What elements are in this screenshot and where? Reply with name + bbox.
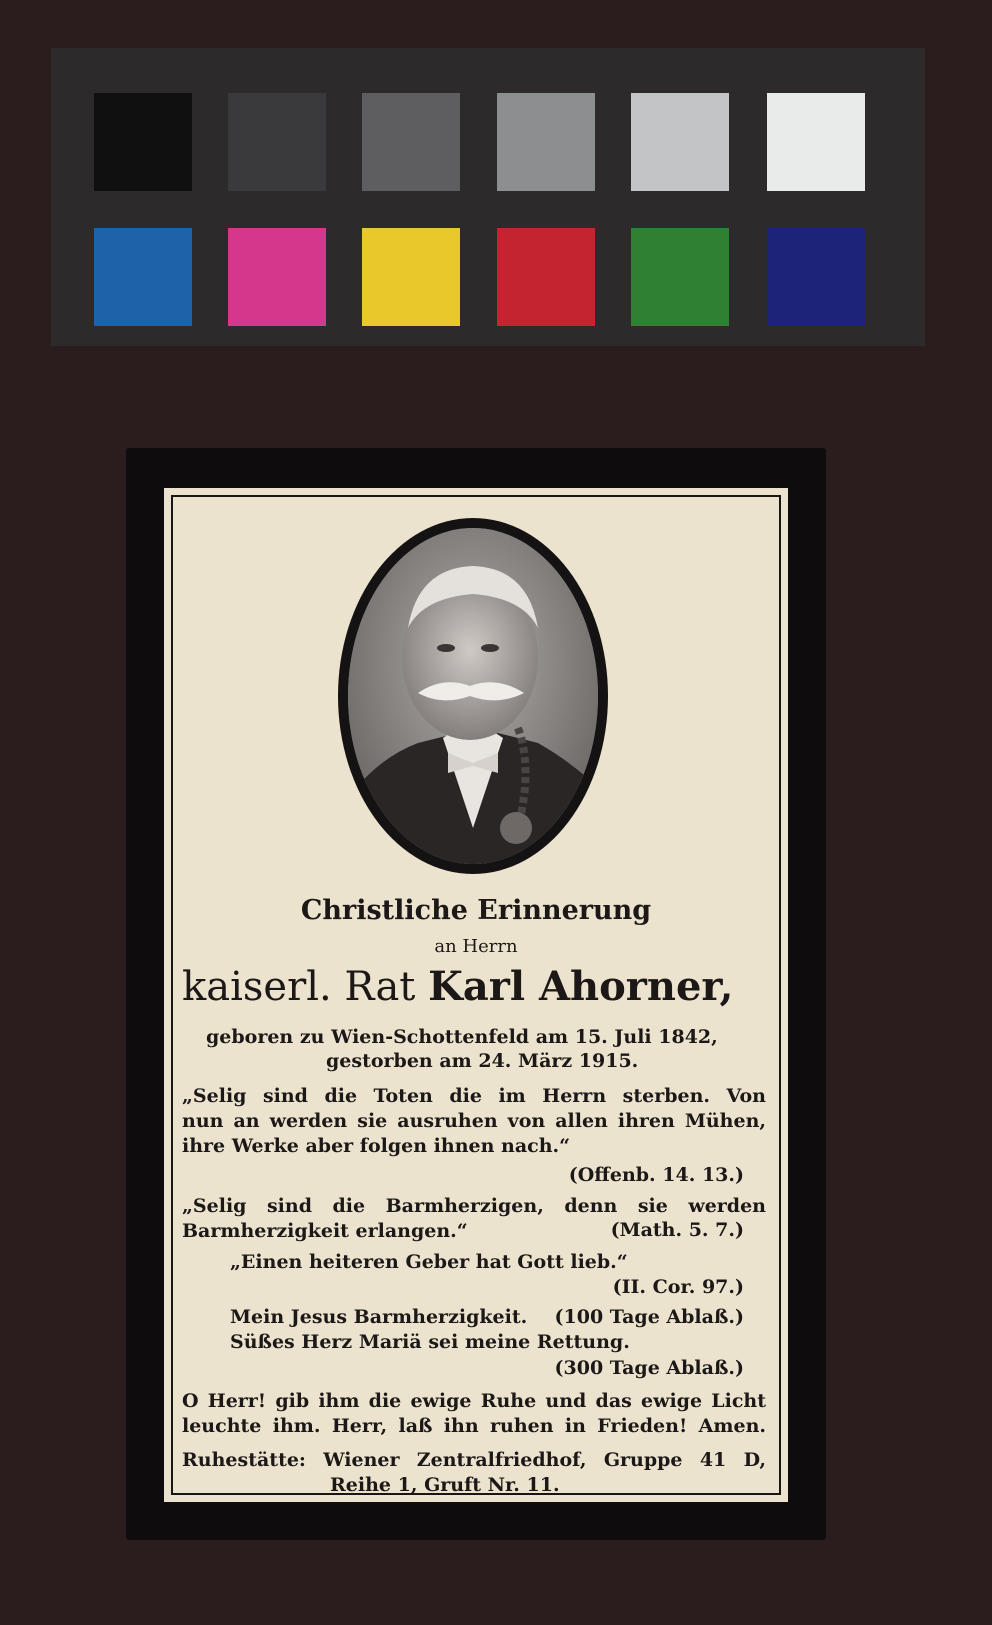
swatch-red xyxy=(497,228,595,326)
swatch-mid-gray xyxy=(362,93,460,191)
prayer-1-indulgence: (100 Tage Ablaß.) xyxy=(554,1306,744,1328)
birth-line: geboren zu Wien-Schottenfeld am 15. Juli 1842, xyxy=(206,1026,718,1048)
resting-place xyxy=(182,1448,766,1498)
swatch-blue xyxy=(94,228,192,326)
verse-1-reference: (Offenb. 14. 13.) xyxy=(568,1164,744,1186)
closing-prayer xyxy=(182,1389,766,1439)
verse-1-line: „Selig sind die Toten die im Herrn sterben. Von xyxy=(182,1085,766,1107)
closing-line: O Herr! gib ihm die ewige Ruhe und das ewige Licht xyxy=(182,1390,766,1412)
verse-3-reference: (II. Cor. 97.) xyxy=(612,1276,744,1298)
verse-3 xyxy=(230,1250,814,1275)
swatch-gray xyxy=(497,93,595,191)
swatch-black xyxy=(94,93,192,191)
card-subtitle: an Herrn xyxy=(434,936,518,957)
verse-2-line: „Selig sind die Barmherzigen, denn sie werden xyxy=(182,1195,766,1217)
swatch-magenta xyxy=(228,228,326,326)
swatch-navy xyxy=(767,228,865,326)
prayer-2: Süßes Herz Mariä sei meine Rettung. xyxy=(230,1331,630,1353)
memorial-card xyxy=(126,448,826,1540)
closing-line: leuchte ihm. Herr, laß ihn ruhen in Frieden! Amen. xyxy=(182,1415,766,1437)
prayer-1: Mein Jesus Barmherzigkeit. xyxy=(230,1306,528,1328)
verse-1-line: ihre Werke aber folgen ihnen nach.“ xyxy=(182,1135,571,1157)
verse-3-line: „Einen heiteren Geber hat Gott lieb.“ xyxy=(230,1251,628,1273)
verse-2-reference: (Math. 5. 7.) xyxy=(610,1219,744,1241)
card-title: Christliche Erinnerung xyxy=(300,895,652,926)
verse-2-line: Barmherzigkeit erlangen.“ xyxy=(182,1220,468,1242)
death-line: gestorben am 24. März 1915. xyxy=(326,1050,639,1072)
swatch-white xyxy=(767,93,865,191)
resting-place-line: Ruhestätte: Wiener Zentralfriedhof, Gruppe 41 D, xyxy=(182,1449,766,1471)
card-paper xyxy=(164,488,788,1502)
deceased-name: Karl Ahorner, xyxy=(428,963,734,1010)
portrait-photo xyxy=(348,528,598,864)
swatch-yellow xyxy=(362,228,460,326)
color-checker xyxy=(51,48,925,346)
verse-1-line: nun an werden sie ausruhen von allen ihren Mühen, xyxy=(182,1110,766,1132)
deceased-name-line xyxy=(182,963,733,1010)
name-prefix: kaiserl. Rat xyxy=(182,964,416,1010)
verse-1 xyxy=(182,1084,766,1159)
swatch-green xyxy=(631,228,729,326)
portrait-frame xyxy=(338,518,608,874)
prayer-2-indulgence: (300 Tage Ablaß.) xyxy=(554,1357,744,1379)
resting-place-line: Reihe 1, Gruft Nr. 11. xyxy=(330,1474,560,1496)
swatch-light-gray xyxy=(631,93,729,191)
swatch-dark-gray xyxy=(228,93,326,191)
